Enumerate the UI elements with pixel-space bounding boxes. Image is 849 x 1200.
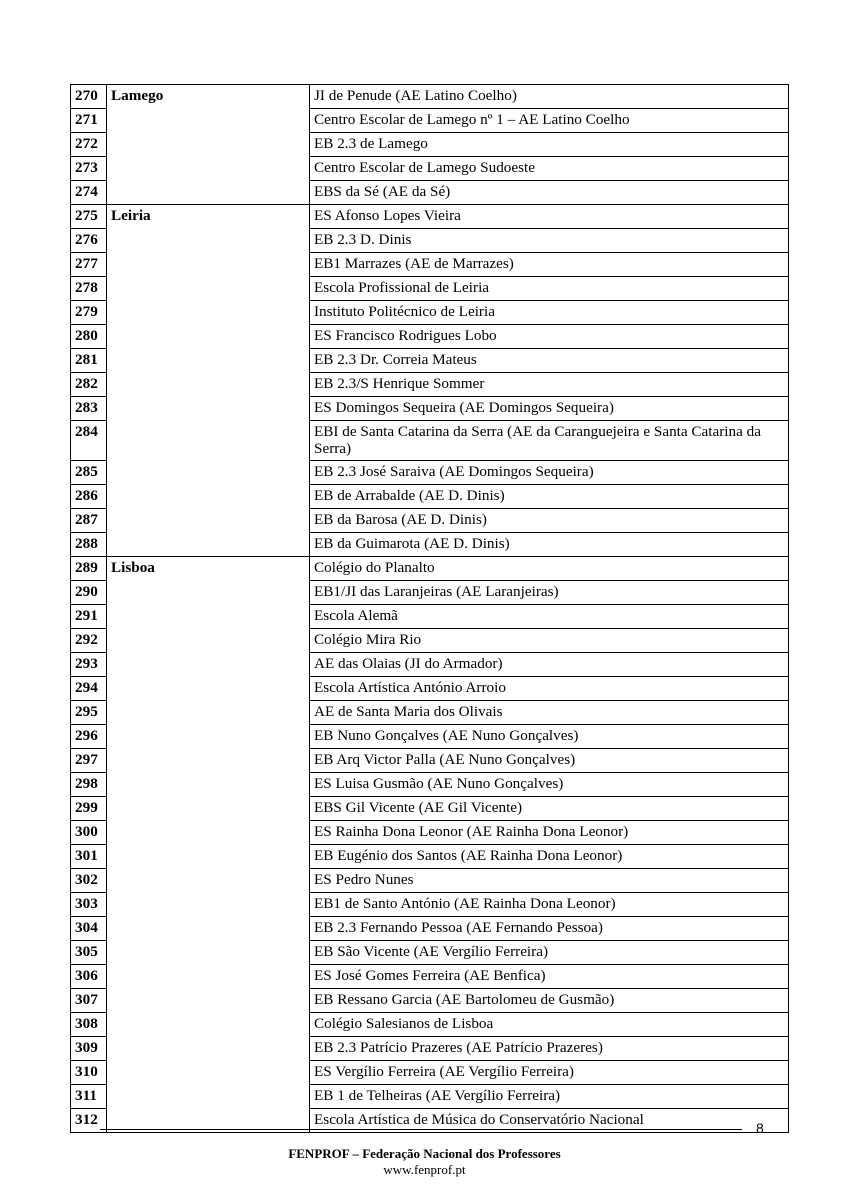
table-row (71, 157, 789, 181)
table-row (71, 797, 789, 821)
school-cell: EB Arq Victor Palla (AE Nuno Gonçalves) (310, 749, 789, 773)
row-number-cell: 309 (71, 1037, 107, 1061)
city-cell: Lamego (107, 85, 310, 109)
school-cell: Centro Escolar de Lamego Sudoeste (310, 157, 789, 181)
row-number-cell: 303 (71, 893, 107, 917)
row-number-cell: 273 (71, 157, 107, 181)
table-row (71, 205, 789, 229)
row-number-cell: 274 (71, 181, 107, 205)
row-number-cell: 272 (71, 133, 107, 157)
table-row (71, 869, 789, 893)
table-row (71, 725, 789, 749)
row-number-cell: 298 (71, 773, 107, 797)
school-cell: EB Ressano Garcia (AE Bartolomeu de Gusmão) (310, 989, 789, 1013)
table-row (71, 605, 789, 629)
school-cell: AE das Olaias (JI do Armador) (310, 653, 789, 677)
row-number-cell: 302 (71, 869, 107, 893)
row-number-cell: 308 (71, 1013, 107, 1037)
row-number-cell: 288 (71, 533, 107, 557)
row-number-cell: 271 (71, 109, 107, 133)
table-row (71, 1013, 789, 1037)
row-number-cell: 287 (71, 509, 107, 533)
table-row (71, 421, 789, 461)
table-row (71, 989, 789, 1013)
row-number-cell: 295 (71, 701, 107, 725)
row-number-cell: 270 (71, 85, 107, 109)
school-cell: ES Afonso Lopes Vieira (310, 205, 789, 229)
table-row (71, 533, 789, 557)
table-row (71, 1085, 789, 1109)
table-row (71, 941, 789, 965)
table-row (71, 485, 789, 509)
school-cell: JI de Penude (AE Latino Coelho) (310, 85, 789, 109)
school-cell: EBI de Santa Catarina da Serra (AE da Caranguejeira e Santa Catarina da Serra) (310, 421, 789, 461)
city-cell: Lisboa (107, 557, 310, 581)
school-cell: EB 2.3 D. Dinis (310, 229, 789, 253)
table-row (71, 653, 789, 677)
table-row (71, 557, 789, 581)
row-number-cell: 307 (71, 989, 107, 1013)
table-row (71, 373, 789, 397)
schools-table (70, 84, 789, 1133)
city-cell (107, 605, 310, 629)
school-cell: ES José Gomes Ferreira (AE Benfica) (310, 965, 789, 989)
city-cell (107, 421, 310, 461)
school-cell: Escola Artística António Arroio (310, 677, 789, 701)
school-cell: EB 2.3 José Saraiva (AE Domingos Sequeira) (310, 461, 789, 485)
row-number-cell: 297 (71, 749, 107, 773)
row-number-cell: 285 (71, 461, 107, 485)
row-number-cell: 301 (71, 845, 107, 869)
row-number-cell: 310 (71, 1061, 107, 1085)
school-cell: EB 2.3 Dr. Correia Mateus (310, 349, 789, 373)
table-row (71, 277, 789, 301)
city-cell (107, 1013, 310, 1037)
row-number-cell: 294 (71, 677, 107, 701)
school-cell: EB 1 de Telheiras (AE Vergílio Ferreira) (310, 1085, 789, 1109)
schools-table-body (71, 85, 789, 1133)
city-cell: Leiria (107, 205, 310, 229)
city-cell (107, 845, 310, 869)
city-cell (107, 533, 310, 557)
city-cell (107, 181, 310, 205)
table-row (71, 845, 789, 869)
table-row (71, 821, 789, 845)
city-cell (107, 749, 310, 773)
row-number-cell: 276 (71, 229, 107, 253)
city-cell (107, 893, 310, 917)
row-number-cell: 304 (71, 917, 107, 941)
row-number-cell: 312 (71, 1109, 107, 1133)
table-row (71, 677, 789, 701)
city-cell (107, 677, 310, 701)
city-cell (107, 461, 310, 485)
city-cell (107, 989, 310, 1013)
city-cell (107, 1061, 310, 1085)
footer-organization: FENPROF – Federação Nacional dos Professores (288, 1146, 561, 1161)
row-number-cell: 299 (71, 797, 107, 821)
city-cell (107, 725, 310, 749)
city-cell (107, 301, 310, 325)
city-cell (107, 917, 310, 941)
row-number-cell: 283 (71, 397, 107, 421)
school-cell: EB São Vicente (AE Vergílio Ferreira) (310, 941, 789, 965)
city-cell (107, 701, 310, 725)
city-cell (107, 629, 310, 653)
city-cell (107, 653, 310, 677)
city-cell (107, 373, 310, 397)
row-number-cell: 293 (71, 653, 107, 677)
school-cell: EB1/JI das Laranjeiras (AE Laranjeiras) (310, 581, 789, 605)
footer-divider (100, 1129, 742, 1130)
row-number-cell: 279 (71, 301, 107, 325)
table-row (71, 325, 789, 349)
school-cell: Colégio do Planalto (310, 557, 789, 581)
table-row (71, 133, 789, 157)
table-row (71, 965, 789, 989)
city-cell (107, 253, 310, 277)
table-row (71, 349, 789, 373)
table-row (71, 85, 789, 109)
city-cell (107, 821, 310, 845)
school-cell: EB1 Marrazes (AE de Marrazes) (310, 253, 789, 277)
table-row (71, 917, 789, 941)
row-number-cell: 292 (71, 629, 107, 653)
row-number-cell: 311 (71, 1085, 107, 1109)
row-number-cell: 280 (71, 325, 107, 349)
city-cell (107, 277, 310, 301)
row-number-cell: 284 (71, 421, 107, 461)
page-number: 8 (756, 1120, 764, 1136)
table-row (71, 229, 789, 253)
row-number-cell: 306 (71, 965, 107, 989)
school-cell: Escola Artística de Música do Conservatório Nacional (310, 1109, 789, 1133)
row-number-cell: 289 (71, 557, 107, 581)
row-number-cell: 300 (71, 821, 107, 845)
table-row (71, 581, 789, 605)
row-number-cell: 275 (71, 205, 107, 229)
school-cell: EB1 de Santo António (AE Rainha Dona Leonor) (310, 893, 789, 917)
table-row (71, 773, 789, 797)
school-cell: EBS Gil Vicente (AE Gil Vicente) (310, 797, 789, 821)
row-number-cell: 286 (71, 485, 107, 509)
table-row (71, 509, 789, 533)
table-row (71, 701, 789, 725)
footer-website: www.fenprof.pt (383, 1162, 466, 1177)
table-row (71, 629, 789, 653)
row-number-cell: 296 (71, 725, 107, 749)
school-cell: EB da Guimarota (AE D. Dinis) (310, 533, 789, 557)
city-cell (107, 773, 310, 797)
school-cell: EB Eugénio dos Santos (AE Rainha Dona Leonor) (310, 845, 789, 869)
table-row (71, 1061, 789, 1085)
city-cell (107, 349, 310, 373)
school-cell: Escola Alemã (310, 605, 789, 629)
row-number-cell: 290 (71, 581, 107, 605)
school-cell: Escola Profissional de Leiria (310, 277, 789, 301)
row-number-cell: 278 (71, 277, 107, 301)
school-cell: Colégio Salesianos de Lisboa (310, 1013, 789, 1037)
row-number-cell: 291 (71, 605, 107, 629)
school-cell: EB 2.3 Fernando Pessoa (AE Fernando Pessoa) (310, 917, 789, 941)
city-cell (107, 1037, 310, 1061)
school-cell: Centro Escolar de Lamego nº 1 – AE Latino Coelho (310, 109, 789, 133)
school-cell: AE de Santa Maria dos Olivais (310, 701, 789, 725)
school-cell: Instituto Politécnico de Leiria (310, 301, 789, 325)
school-cell: ES Pedro Nunes (310, 869, 789, 893)
city-cell (107, 869, 310, 893)
city-cell (107, 797, 310, 821)
table-row (71, 253, 789, 277)
table-row (71, 1037, 789, 1061)
table-row (71, 749, 789, 773)
row-number-cell: 282 (71, 373, 107, 397)
city-cell (107, 109, 310, 133)
school-cell: EB 2.3/S Henrique Sommer (310, 373, 789, 397)
city-cell (107, 1085, 310, 1109)
school-cell: EB Nuno Gonçalves (AE Nuno Gonçalves) (310, 725, 789, 749)
school-cell: EB da Barosa (AE D. Dinis) (310, 509, 789, 533)
school-cell: Colégio Mira Rio (310, 629, 789, 653)
table-row (71, 461, 789, 485)
city-cell (107, 397, 310, 421)
city-cell (107, 965, 310, 989)
city-cell (107, 157, 310, 181)
school-cell: ES Domingos Sequeira (AE Domingos Sequeira) (310, 397, 789, 421)
school-cell: ES Vergílio Ferreira (AE Vergílio Ferreira) (310, 1061, 789, 1085)
table-row (71, 397, 789, 421)
row-number-cell: 305 (71, 941, 107, 965)
city-cell (107, 581, 310, 605)
city-cell (107, 133, 310, 157)
row-number-cell: 277 (71, 253, 107, 277)
city-cell (107, 325, 310, 349)
city-cell (107, 509, 310, 533)
table-row (71, 109, 789, 133)
school-cell: EBS da Sé (AE da Sé) (310, 181, 789, 205)
table-row (71, 893, 789, 917)
school-cell: ES Luisa Gusmão (AE Nuno Gonçalves) (310, 773, 789, 797)
city-cell (107, 229, 310, 253)
school-cell: EB de Arrabalde (AE D. Dinis) (310, 485, 789, 509)
table-row (71, 301, 789, 325)
school-cell: EB 2.3 Patrício Prazeres (AE Patrício Prazeres) (310, 1037, 789, 1061)
school-cell: ES Rainha Dona Leonor (AE Rainha Dona Leonor) (310, 821, 789, 845)
table-row (71, 181, 789, 205)
city-cell (107, 941, 310, 965)
city-cell (107, 485, 310, 509)
row-number-cell: 281 (71, 349, 107, 373)
school-cell: EB 2.3 de Lamego (310, 133, 789, 157)
school-cell: ES Francisco Rodrigues Lobo (310, 325, 789, 349)
